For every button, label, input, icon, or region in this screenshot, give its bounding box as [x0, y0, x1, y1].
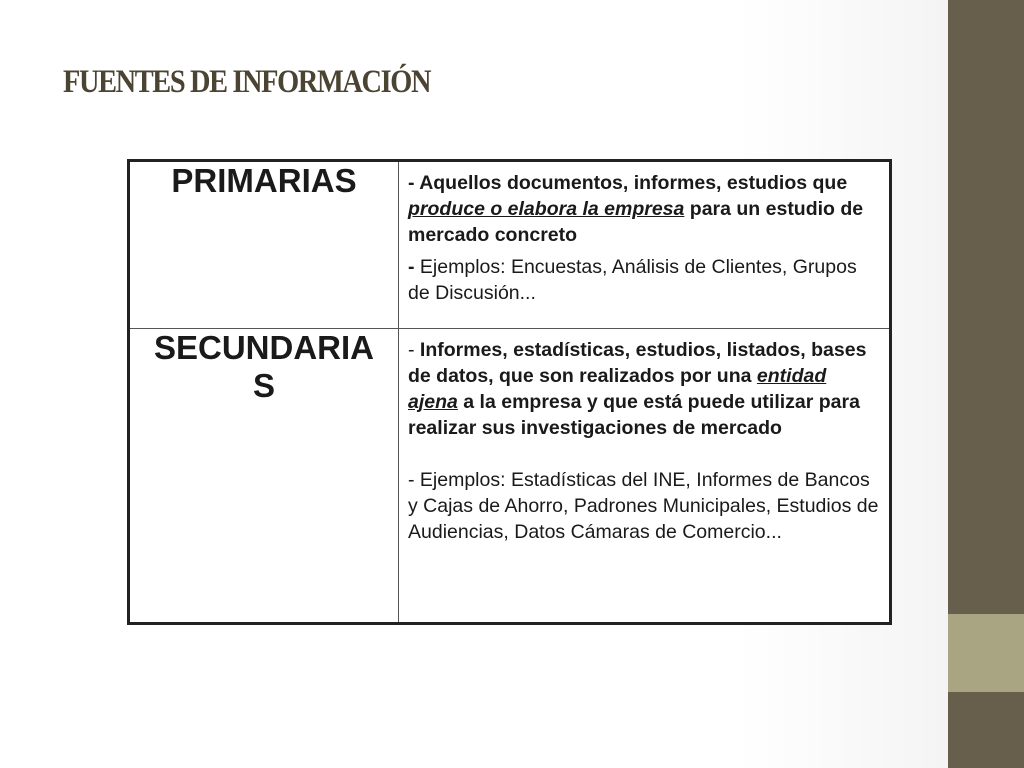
secundarias-label: SECUNDARIAS — [153, 329, 374, 404]
table-row-primarias — [129, 161, 891, 329]
secundarias-definition-dash: - — [408, 339, 420, 361]
secundarias-definition-end: a la empresa y que está puede utilizar para realizar sus investigaciones de mercado — [408, 391, 860, 439]
primarias-examples — [408, 254, 879, 306]
secundarias-definition-emphasis: entidad ajena — [408, 365, 827, 413]
secundarias-examples: - Ejemplos: Estadísticas del INE, Informes de Bancos y Cajas de Ahorro, Padrones Municipales, Estudios de Audiencias, Datos Cámaras de Comercio... — [408, 469, 879, 543]
table-row-secundarias — [129, 329, 891, 624]
primarias-definition — [408, 170, 879, 248]
secundarias-definition — [408, 337, 879, 441]
sources-table — [127, 159, 892, 625]
primarias-definition-end: para un estudio de mercado concreto — [408, 198, 864, 246]
primarias-definition-start: - Aquellos documentos, informes, estudios que — [408, 172, 848, 194]
slide-title: FUENTES DE INFORMACIÓN — [63, 64, 431, 100]
primarias-examples-text: Ejemplos: Encuestas, Análisis de Clientes, Grupos de Discusión... — [408, 256, 857, 304]
primarias-examples-dash: - — [408, 256, 415, 278]
secundarias-label-cell — [129, 329, 399, 624]
primarias-label: PRIMARIAS — [129, 161, 399, 329]
primarias-definition-emphasis: produce o elabora la empresa — [408, 198, 685, 220]
secundarias-definition-start: Informes, estadísticas, estudios, listados, bases de datos, que son realizados por una — [408, 339, 867, 387]
primarias-description — [399, 161, 891, 329]
sidebar-decoration-light — [948, 614, 1024, 692]
secundarias-description — [399, 329, 891, 624]
